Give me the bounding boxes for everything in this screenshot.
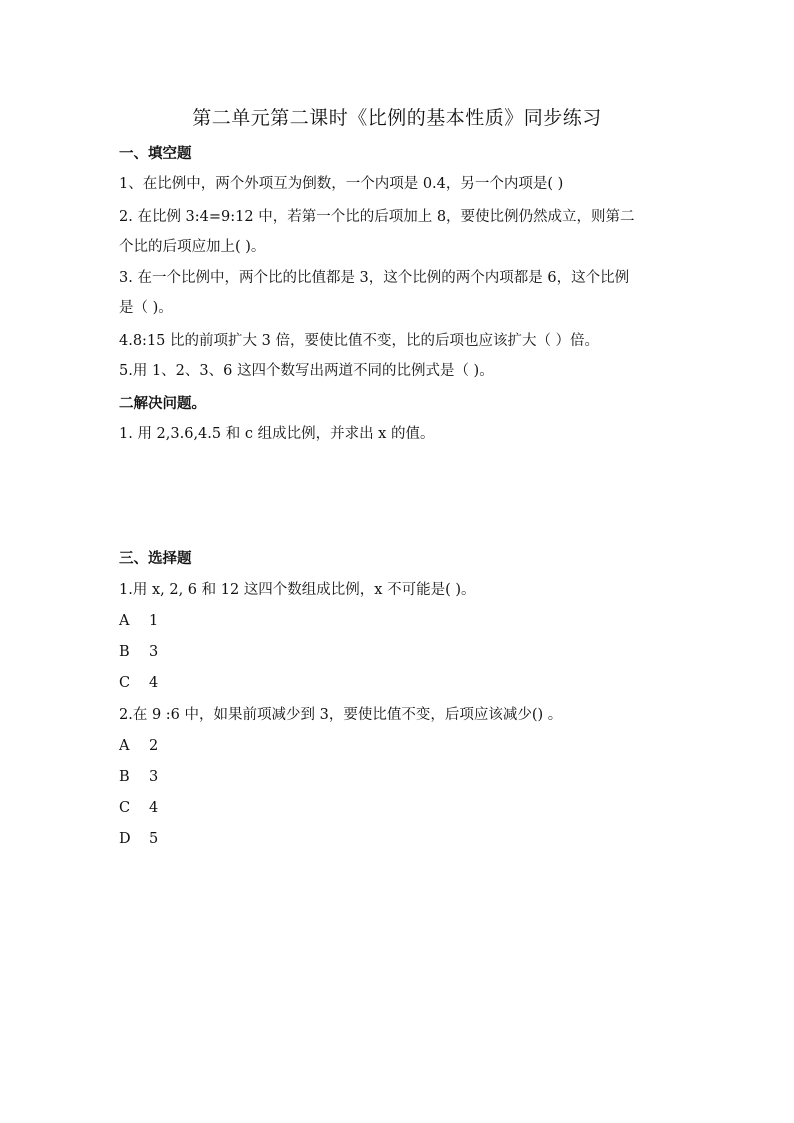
question-line: 1、在比例中，两个外项互为倒数，一个内项是 0.4，另一个内项是( ) [119, 176, 564, 192]
option-value: 4 [149, 675, 159, 691]
page-title: 第二单元第二课时《比例的基本性质》同步练习 [192, 107, 602, 129]
option-item [119, 766, 689, 788]
question-line: 5.用 1、2、3、6 这四个数写出两道不同的比例式是（ )。 [119, 363, 494, 379]
question-line: 1. 用 2,3.6,4.5 和 c 组成比例，并求出 x 的值。 [119, 426, 435, 442]
option-value: 1 [149, 613, 159, 629]
option-letter: D [119, 831, 131, 847]
option-item [119, 828, 689, 850]
question-line: 1.用 x, 2, 6 和 12 这四个数组成比例，x 不可能是( )。 [119, 582, 476, 598]
option-value: 3 [149, 644, 159, 660]
option-value: 5 [149, 831, 159, 847]
question-line: 3. 在一个比例中，两个比的比值都是 3，这个比例的两个内项都是 6，这个比例 [119, 270, 630, 286]
option-letter: B [119, 644, 130, 660]
option-letter: A [119, 613, 130, 629]
option-item [119, 610, 689, 632]
question-line: 4.8:15 比的前项扩大 3 倍，要使比值不变，比的后项也应该扩大（ ）倍。 [119, 333, 600, 349]
question-line: 是（ )。 [119, 300, 173, 316]
option-letter: A [119, 738, 130, 754]
option-letter: B [119, 769, 130, 785]
option-item [119, 672, 689, 694]
option-item [119, 735, 689, 757]
question-line: 2.在 9 :6 中，如果前项减少到 3，要使比值不变，后项应该减少() 。 [119, 707, 563, 723]
option-letter: C [119, 675, 131, 691]
option-value: 4 [149, 800, 159, 816]
section-heading-multiple-choice: 三、选择题 [119, 551, 192, 567]
option-item [119, 641, 689, 663]
option-value: 3 [149, 769, 159, 785]
question-line: 个比的后项应加上( )。 [119, 239, 266, 255]
option-value: 2 [149, 738, 159, 754]
section-heading-fill-blank: 一、填空题 [119, 146, 192, 162]
option-letter: C [119, 800, 131, 816]
question-line: 2. 在比例 3:4=9:12 中，若第一个比的后项加上 8，要使比例仍然成立，则第二 [119, 209, 635, 225]
section-heading-problem-solving: 二解决问题。 [119, 396, 206, 412]
option-item [119, 797, 689, 819]
